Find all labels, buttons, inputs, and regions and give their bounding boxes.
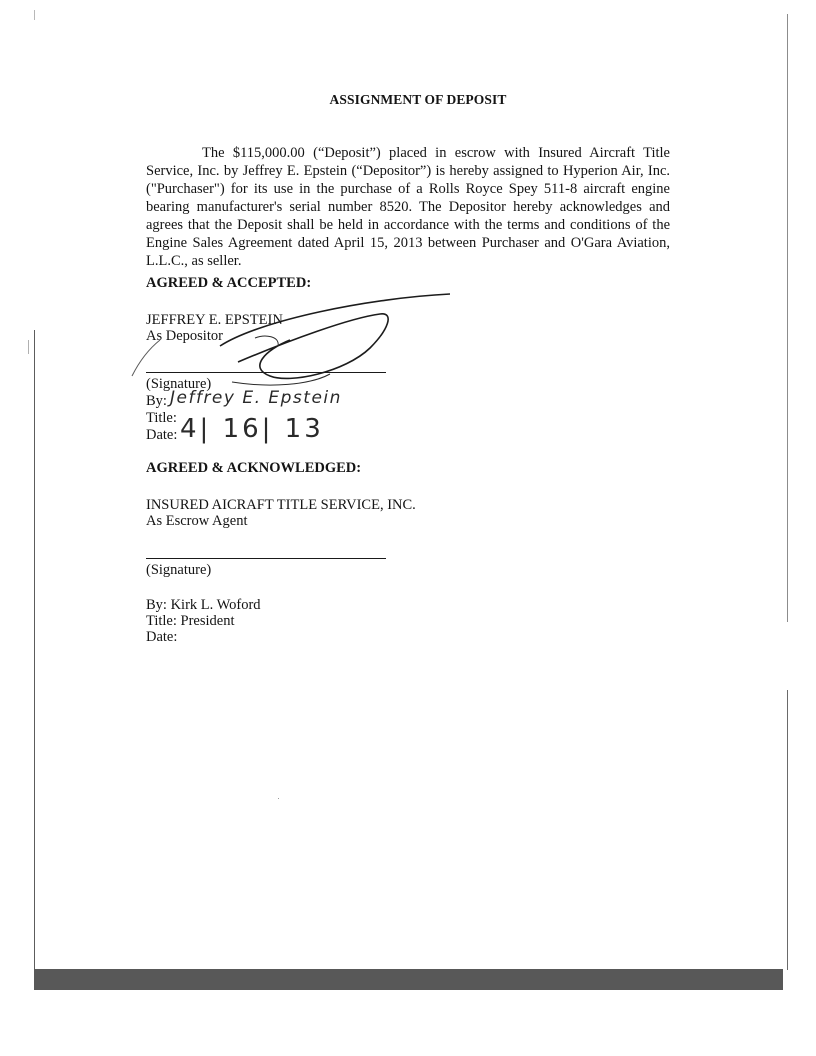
depositor-role: As Depositor xyxy=(146,328,223,344)
escrow-company-name: INSURED AICRAFT TITLE SERVICE, INC. xyxy=(146,497,416,513)
depositor-title-label: Title: xyxy=(146,410,177,426)
scan-speck xyxy=(278,798,279,799)
scan-mark xyxy=(34,10,35,20)
depositor-signature-label: (Signature) xyxy=(146,376,212,392)
depositor-handwritten-name: Jeffrey E. Epstein xyxy=(170,388,342,408)
escrow-role: As Escrow Agent xyxy=(146,513,248,529)
scan-edge-right-lower xyxy=(787,690,788,970)
assignment-paragraph: The $115,000.00 (“Deposit”) placed in escrow with Insured Aircraft Title Service, Inc. by Jeffrey E. Epstein (“Depositor”) is hereby assigned to Hyperion Air, Inc. ("Purchaser") for its use in the purchase of a Rolls Royce Spey 511-8 aircraft engine bearing manufacturer's serial number 8520. The Depositor hereby acknowledges and agrees that the Deposit shall be held in accordance with the terms and conditions of the Engine Sales Agreement dated April 15, 2013 between Purchaser and O'Gara Aviation, L.L.C., as seller. xyxy=(146,145,670,269)
depositor-signature-line xyxy=(146,372,386,373)
depositor-name: JEFFREY E. EPSTEIN xyxy=(146,312,283,328)
escrow-date-label: Date: xyxy=(146,629,178,645)
escrow-by-line: By: Kirk L. Woford xyxy=(146,597,261,613)
depositor-by-label: By: xyxy=(146,393,167,409)
scan-tick-left xyxy=(28,340,29,354)
scan-edge-left xyxy=(34,330,35,970)
depositor-date-label: Date: xyxy=(146,427,178,443)
escrow-signature-label: (Signature) xyxy=(146,562,212,578)
agreed-acknowledged-heading: AGREED & ACKNOWLEDGED: xyxy=(146,460,362,476)
escrow-title-line: Title: President xyxy=(146,613,235,629)
document-title: ASSIGNMENT OF DEPOSIT xyxy=(329,92,507,107)
scan-footer-bar xyxy=(34,969,783,990)
escrow-signature-line xyxy=(146,558,386,559)
depositor-handwritten-date: 4| 16| 13 xyxy=(180,414,324,444)
agreed-accepted-heading: AGREED & ACCEPTED: xyxy=(146,275,312,291)
